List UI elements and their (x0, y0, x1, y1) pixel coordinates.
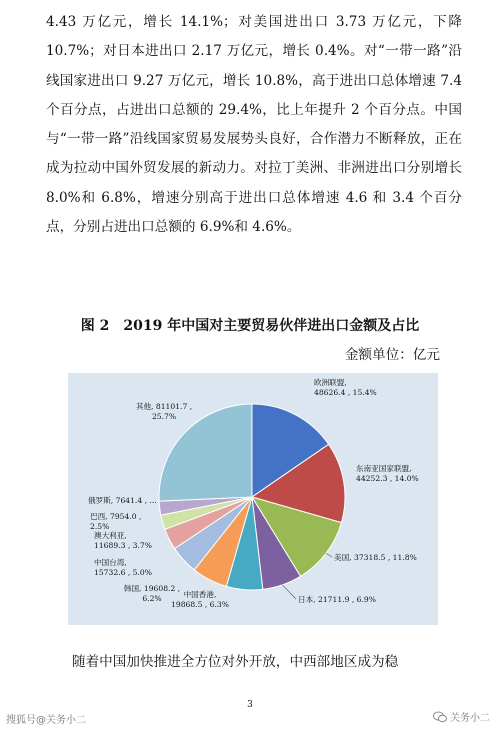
slice-label: 韩国, 19608.2 , 6.2% (123, 584, 181, 603)
slice-label: 日本, 21711.9 , 6.9% (298, 595, 376, 604)
body-paragraph: 4.43 万亿元，增长 14.1%；对美国进出口 3.73 万亿元，下降 10.7%；对日本进出口 2.17 万亿元，增长 0.4%。对“一带一路”沿线国家进出口 9.27 万亿元，增长 10.8%，高于进出口总体增速 7.4 个百分点，占进出口总额的 29.4%，比上年提升 2 个百分点。中国与“一带一路”沿线国家贸易发展势头良好，合作潜力不断释放，正在成为拉动中国外贸发展的新动力。对拉丁美洲、非洲进出口分别增长 8.0%和 6.8%，增速分别高于进出口总体增速 4.6 和 3.4 个百分点，分别占进出口总额的 6.9%和 4.6%。 (46, 14, 462, 236)
slice-label: 巴西, 7954.0 , 2.5% (90, 512, 142, 531)
pie-chart-area (68, 373, 438, 625)
slice-label: 中国台湾, 15732.6 , 5.0% (94, 558, 152, 577)
wechat-icon (433, 711, 447, 723)
figure-title: 图 2 2019 年中国对主要贸易伙伴进出口金额及占比 (80, 318, 420, 334)
wechat-watermark (433, 709, 490, 724)
next-paragraph: 随着中国加快推进全方位对外开放，中西部地区成为稳 (72, 654, 399, 670)
pie-chart (68, 373, 438, 625)
slice-label: 中国香港, 19868.5 , 6.3% (171, 590, 229, 609)
unit-label: 金额单位：亿元 (344, 347, 440, 363)
slice-label: 其他, 81101.7 , 25.7% (135, 402, 193, 421)
slice-label: 东南亚国家联盟, 44252.3 , 14.0% (356, 464, 419, 483)
source-watermark: 搜狐号@关务小二 (6, 715, 86, 726)
slice-label: 欧洲联盟, 48626.4 , 15.4% (314, 378, 377, 397)
wechat-account-name: 关务小二 (450, 713, 490, 724)
leader-line (282, 585, 296, 599)
leader-line (326, 553, 332, 557)
slice-label: 澳大利亚, 11689.3 , 3.7% (94, 531, 152, 550)
slice-label: 俄罗斯, 7641.4 , ... (88, 496, 157, 505)
page-number: 3 (247, 700, 253, 710)
slice-label: 美国, 37318.5 , 11.8% (334, 553, 417, 562)
